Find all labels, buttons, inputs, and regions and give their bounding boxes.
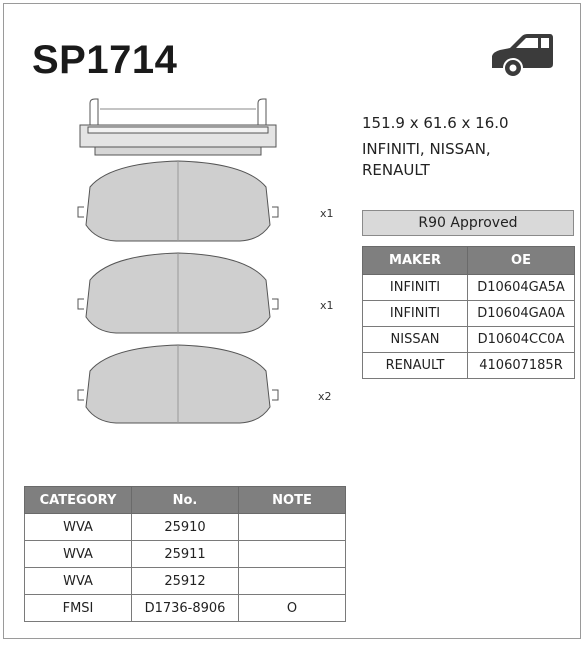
backing-plate-top-view — [80, 99, 276, 155]
note-cell: O — [239, 595, 346, 622]
table-row — [363, 353, 575, 379]
makes-line-1: INFINITI, NISSAN, — [362, 140, 491, 158]
brake-pad-3 — [78, 345, 278, 423]
car-icon — [486, 28, 556, 80]
table-row — [25, 541, 346, 568]
approval-badge: R90 Approved — [362, 210, 574, 236]
note-cell — [239, 541, 346, 568]
number-cell: 25910 — [132, 514, 239, 541]
table-row — [25, 595, 346, 622]
oe-cell: D10604GA5A — [468, 275, 575, 301]
number-cell: 25911 — [132, 541, 239, 568]
column-header-maker: MAKER — [363, 247, 468, 275]
category-cell: WVA — [25, 514, 132, 541]
category-cell: WVA — [25, 541, 132, 568]
dimensions: 151.9 x 61.6 x 16.0 — [362, 114, 509, 132]
maker-cell: INFINITI — [363, 275, 468, 301]
table-header-row — [25, 487, 346, 514]
part-number: SP1714 — [32, 38, 178, 82]
table-header-row — [363, 247, 575, 275]
number-cell: 25912 — [132, 568, 239, 595]
quantity-label: x1 — [320, 207, 334, 220]
number-cell: D1736-8906 — [132, 595, 239, 622]
table-row — [25, 568, 346, 595]
quantity-label: x2 — [318, 390, 332, 403]
table-row — [363, 327, 575, 353]
oe-cell: 410607185R — [468, 353, 575, 379]
makes-line-2: RENAULT — [362, 161, 430, 179]
column-header-category: CATEGORY — [25, 487, 132, 514]
oe-cell: D10604GA0A — [468, 301, 575, 327]
oe-cell: D10604CC0A — [468, 327, 575, 353]
maker-cell: RENAULT — [363, 353, 468, 379]
quantity-label: x1 — [320, 299, 334, 312]
column-header-note: NOTE — [239, 487, 346, 514]
category-cell: WVA — [25, 568, 132, 595]
category-table — [24, 486, 346, 622]
table-row — [363, 275, 575, 301]
brake-pad-1 — [78, 161, 278, 241]
oe-table — [362, 246, 575, 379]
note-cell — [239, 514, 346, 541]
maker-cell: NISSAN — [363, 327, 468, 353]
brake-pad-2 — [78, 253, 278, 333]
brake-pad-drawing — [70, 95, 285, 435]
column-header-number: No. — [132, 487, 239, 514]
table-row — [363, 301, 575, 327]
category-cell: FMSI — [25, 595, 132, 622]
note-cell — [239, 568, 346, 595]
maker-cell: INFINITI — [363, 301, 468, 327]
table-row — [25, 514, 346, 541]
column-header-oe: OE — [468, 247, 575, 275]
